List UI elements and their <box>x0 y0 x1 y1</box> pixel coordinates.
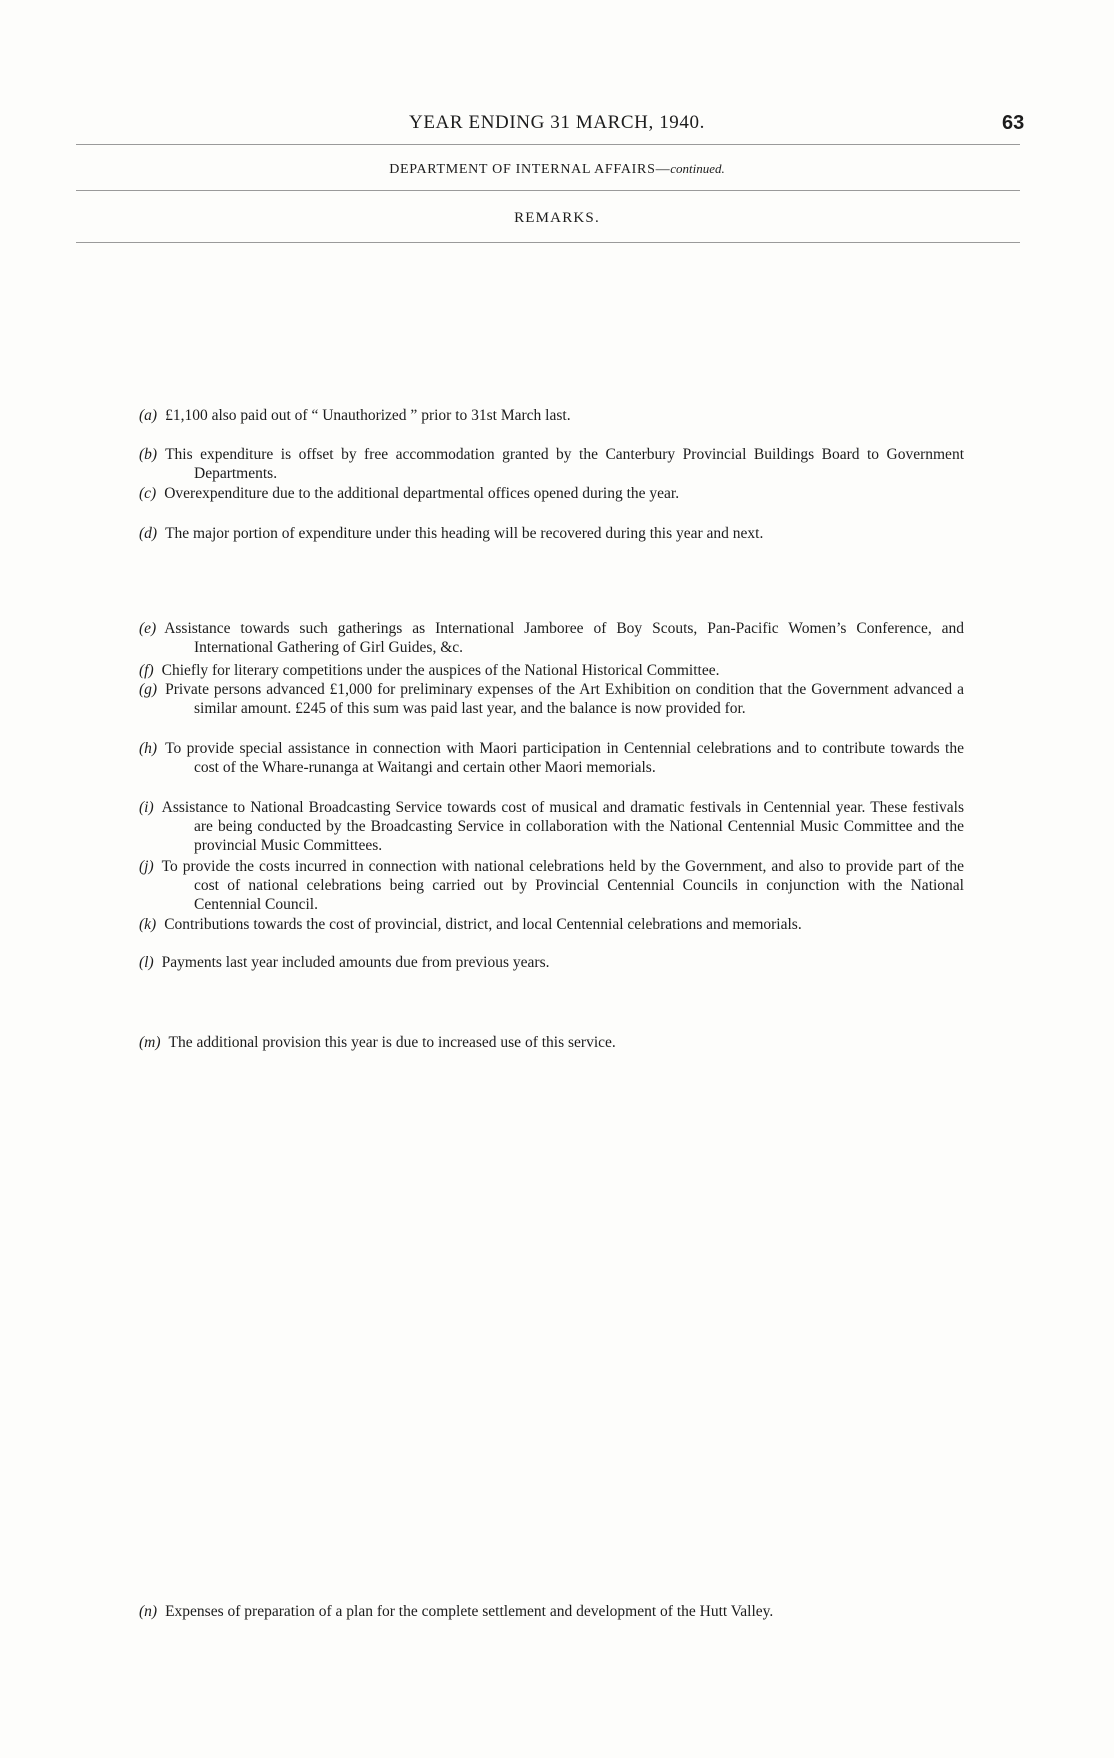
remark-text: Expenses of preparation of a plan for the complete settlement and development of the Hutt Valley. <box>165 1603 774 1620</box>
department-name: DEPARTMENT OF INTERNAL AFFAIRS— <box>389 162 671 177</box>
remark-text: Contributions towards the cost of provincial, district, and local Centennial celebrations and memorials. <box>164 916 802 933</box>
header-rule-2 <box>76 190 1020 191</box>
remark-label: (a) <box>139 407 158 424</box>
remark-item <box>139 445 964 483</box>
remark-text: The major portion of expenditure under this heading will be recovered during this year and next. <box>165 525 764 542</box>
remark-text: This expenditure is offset by free accommodation granted by the Canterbury Provincial Buildings Board to Government Departments. <box>165 446 964 482</box>
remark-label: (k) <box>139 916 157 933</box>
remark-item <box>139 1033 964 1052</box>
remark-text: £1,100 also paid out of “ Unauthorized ” prior to 31st March last. <box>165 407 571 424</box>
remark-item <box>139 739 964 777</box>
header-rule-3 <box>76 242 1020 243</box>
remark-label: (l) <box>139 954 154 971</box>
remark-item <box>139 857 964 914</box>
remark-label: (f) <box>139 662 154 679</box>
remark-item <box>139 915 964 934</box>
remark-label: (j) <box>139 858 154 875</box>
remark-label: (b) <box>139 446 158 463</box>
remark-text: Payments last year included amounts due from previous years. <box>161 954 550 971</box>
remark-text: Assistance to National Broadcasting Service towards cost of musical and dramatic festivals in Centennial year. These festivals are being conducted by the Broadcasting Service in collaboration with the National Centennial Music Committee and the provincial Music Committees. <box>161 799 964 854</box>
remark-label: (h) <box>139 740 158 757</box>
remark-label: (e) <box>139 620 157 637</box>
remark-item <box>139 798 964 855</box>
remark-item <box>139 484 964 503</box>
remark-label: (n) <box>139 1603 158 1620</box>
remark-text: Chiefly for literary competitions under the auspices of the National Historical Committee. <box>161 662 720 679</box>
remark-label: (i) <box>139 799 154 816</box>
remark-item <box>139 524 964 543</box>
section-heading: REMARKS. <box>514 210 600 226</box>
department-heading <box>0 161 1114 178</box>
remark-item <box>139 661 964 680</box>
department-continued: continued. <box>670 161 725 176</box>
header-rule-1 <box>76 144 1020 145</box>
remark-item <box>139 680 964 718</box>
remark-item <box>139 953 964 972</box>
remark-label: (c) <box>139 485 157 502</box>
remark-item <box>139 1602 964 1621</box>
remark-text: Overexpenditure due to the additional departmental offices opened during the year. <box>164 485 680 502</box>
remark-text: To provide special assistance in connection with Maori participation in Centennial celebrations and to contribute towards the cost of the Whare-runanga at Waitangi and certain other Maori memorials. <box>165 740 964 776</box>
remark-label: (m) <box>139 1034 161 1051</box>
remark-text: The additional provision this year is due to increased use of this service. <box>168 1034 616 1051</box>
remark-label: (d) <box>139 525 158 542</box>
remark-label: (g) <box>139 681 158 698</box>
remark-item <box>139 619 964 657</box>
page-number: 63 <box>1002 112 1025 134</box>
page-running-title: YEAR ENDING 31 MARCH, 1940. <box>409 112 705 133</box>
remark-text: Assistance towards such gatherings as International Jamboree of Boy Scouts, Pan-Pacific Women’s Conference, and International Gathering of Girl Guides, &c. <box>164 620 964 656</box>
remark-text: To provide the costs incurred in connection with national celebrations held by the Government, and also to provide part of the cost of national celebrations being carried out by Provincial Centennial Councils in conjunction with the National Centennial Council. <box>161 858 964 913</box>
remark-text: Private persons advanced £1,000 for preliminary expenses of the Art Exhibition on condition that the Government advanced a similar amount. £245 of this sum was paid last year, and the balance is now provided for. <box>165 681 964 717</box>
remark-item <box>139 406 964 425</box>
